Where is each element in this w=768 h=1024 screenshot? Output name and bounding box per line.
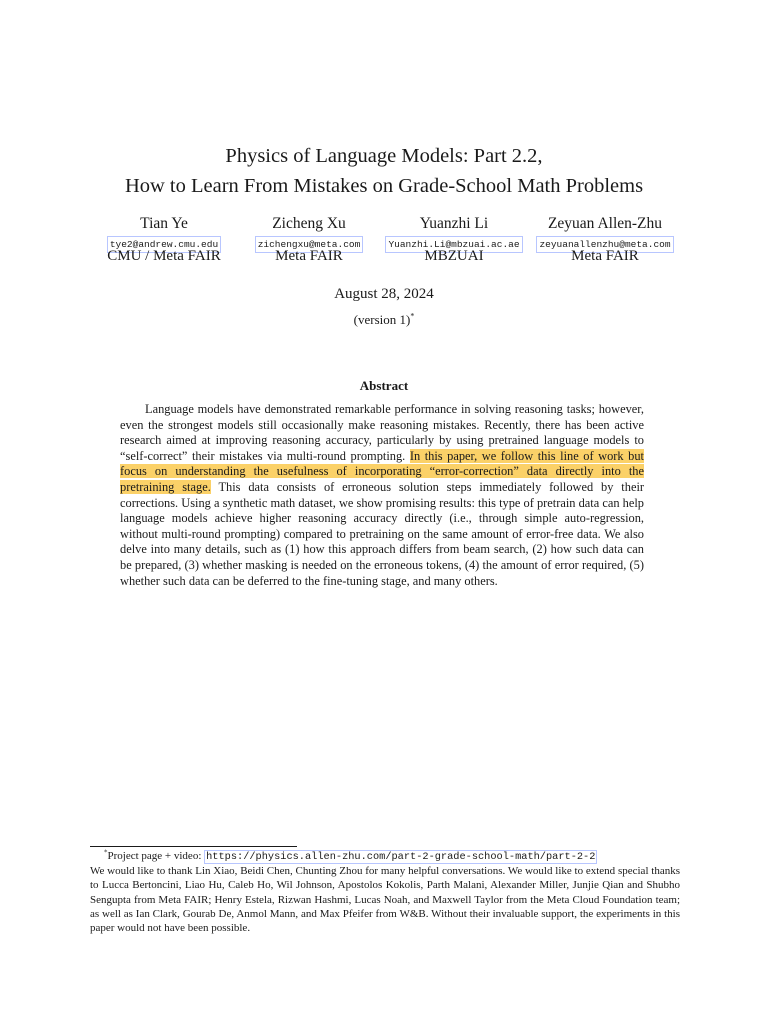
author-email-link[interactable]: Yuanzhi.Li@mbzuai.ac.ae [385,236,522,253]
author-affiliation: Meta FAIR [275,248,343,264]
author-affiliation: CMU / Meta FAIR [107,248,221,264]
author-name: Tian Ye [140,215,188,232]
author-email-link[interactable]: zeyuanallenzhu@meta.com [536,236,673,253]
project-page-link[interactable]: https://physics.allen-zhu.com/part-2-grade-school-math/part-2-2 [206,851,596,863]
footnote-divider [90,846,297,847]
title-line-1: Physics of Language Models: Part 2.2, [225,145,543,167]
version-text: (version 1) [353,312,411,327]
author-name: Yuanzhi Li [419,215,489,232]
footnote-acknowledgement: We would like to thank Lin Xiao, Beidi Chen, Chunting Zhou for many helpful conversations. We would like to extend special thanks to Lucca Bertoncini, Liao Hu, Caleb Ho, Wil Johnson, Apostolos Kokolis, Parth Malani, Alexander Miller, Junjie Qian and Shubho Sengupta from Meta FAIR; Henry Estela, Rizwan Hashmi, Lucas Noah, and Maxwell Taylor from the Meta Cloud Foundation team; as well as Ian Clark, Gourab De, Anmol Mann, and Max Pfeifer from W&B. Without their invaluable support, the experiments in this paper would not have been possible. [90,865,680,935]
author-email-link[interactable]: zichengxu@meta.com [255,236,364,253]
paper-date: August 28, 2024 [334,286,434,302]
footnote-project-line [90,849,680,864]
paper-title [0,141,768,201]
author-name: Zicheng Xu [272,215,346,232]
author-email-link[interactable]: tye2@andrew.cmu.edu [107,236,221,253]
author-name: Zeyuan Allen-Zhu [547,215,663,232]
footnote-marker: * [104,848,108,857]
abstract-text-before: Language models have demonstrated remarkable performance in solving reasoning tasks; however, even the strongest models still occasionally make reasoning mistakes. Recently, there has been active research aimed at improving reasoning accuracy, particularly by using pretrained language models to “self-correct” their mistakes via multi-round prompting. [120,402,644,463]
author-affiliation: MBZUAI [424,248,484,264]
abstract-highlighted-text: In this paper, we follow this line of work but focus on understanding the usefulness of incorporating “error-correction” data directly into the pretraining stage. [120,448,644,494]
author-block [515,214,695,263]
author-affiliation: Meta FAIR [571,248,639,264]
paper-version [0,311,768,329]
title-line-2: How to Learn From Mistakes on Grade-School Math Problems [124,175,644,197]
abstract-text-after: This data consists of erroneous solution steps immediately followed by their corrections. Using a synthetic math dataset, we show promising results: this type of pretrain data can help language models achieve higher reasoning accuracy directly (i.e., through simple auto-regression, without multi-round prompting) compared to pretraining on the same amount of error-free data. We also delve into many details, such as (1) how this approach differs from beam search, (2) how such data can be prepared, (3) whether masking is needed on the erroneous tokens, (4) the amount of error required, (5) whether such data can be deferred to the fine-tuning stage, and many others. [120,479,645,588]
footnote-prefix: Project page + video: [107,850,205,862]
abstract-heading: Abstract [359,378,409,393]
version-footnote-marker[interactable]: * [410,311,415,321]
abstract-body [120,402,644,589]
footnote [90,849,680,935]
